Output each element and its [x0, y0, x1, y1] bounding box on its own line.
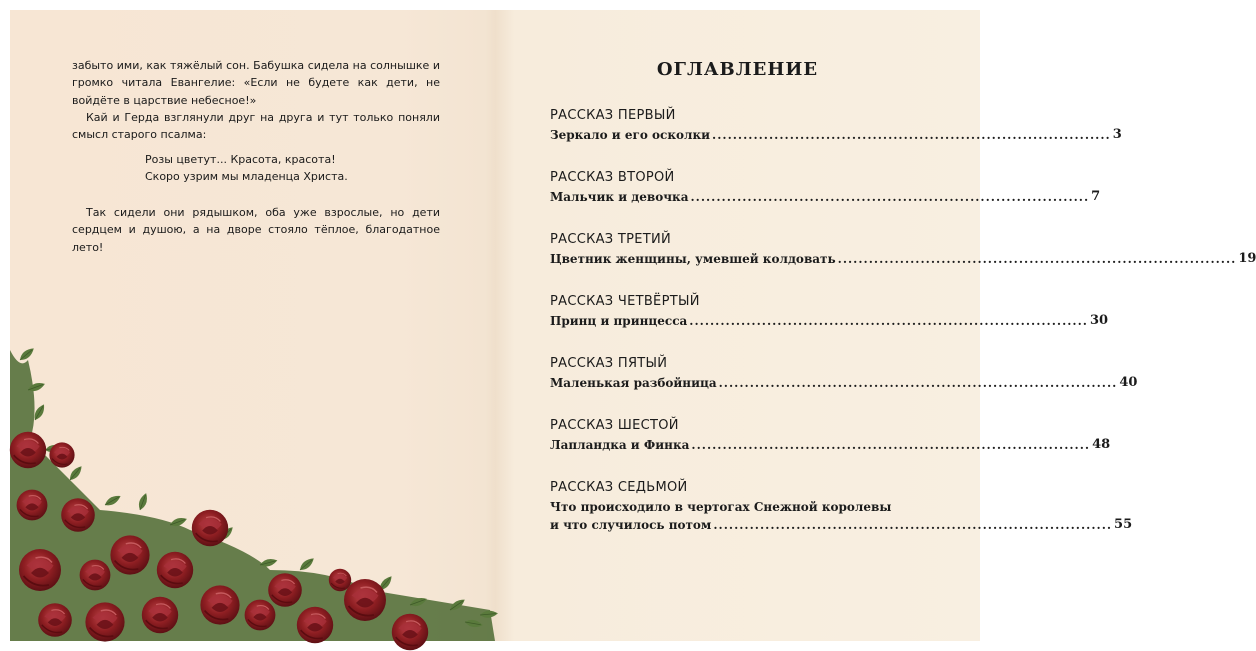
story-number: РАССКАЗ СЕДЬМОЙ [550, 480, 688, 495]
leaves [10, 346, 498, 641]
right-page [495, 10, 1256, 641]
story-title: Маленькая разбойница [550, 376, 717, 390]
story-title: Мальчик и девочка [550, 190, 689, 204]
story-paragraph: Так сидели они рядышком, оба уже взрослые, но дети сердцем и душою, а на дворе стояло тёплое, благодатное лето! [72, 206, 440, 254]
toc-entry[interactable] [550, 230, 1256, 268]
toc-entry[interactable] [550, 354, 1138, 392]
verse-line: Скоро узрим мы младенца Христа. [145, 170, 348, 184]
leader-dots: ............................................................................. [713, 518, 1113, 532]
left-page [10, 10, 495, 641]
leader-dots: ............................................................................. [689, 314, 1088, 328]
story-title-line: Что происходило в чертогах Снежной королевы [550, 500, 892, 514]
toc-entry[interactable] [550, 416, 1111, 454]
toc-title: ОГЛАВЛЕНИЕ [656, 59, 819, 80]
leader-dots: ............................................................................. [837, 252, 1237, 266]
story-title: Принц и принцесса [550, 314, 688, 328]
book-spread [10, 10, 1256, 641]
toc-entry[interactable] [550, 106, 1122, 144]
rose-bush-illustration [10, 10, 495, 641]
page-number: 55 [1114, 517, 1133, 532]
story-paragraph: забыто ими, как тяжёлый сон. Бабушка сидела на солнышке и громко читала Евангелие: «Если не будете как дети, не войдёте в царствие небесное!» [72, 59, 440, 107]
leader-dots: ............................................................................. [690, 190, 1090, 204]
page-number: 3 [1112, 127, 1122, 142]
toc-entry[interactable] [550, 478, 1133, 534]
page-number: 30 [1089, 313, 1109, 328]
story-number: РАССКАЗ ПЯТЫЙ [550, 356, 668, 371]
page-number: 40 [1119, 375, 1138, 390]
story-title: Лапландка и Финка [550, 438, 690, 452]
toc-entry[interactable] [550, 168, 1101, 206]
story-number: РАССКАЗ ШЕСТОЙ [550, 418, 679, 433]
page-number: 7 [1091, 189, 1101, 204]
story-title: Зеркало и его осколки [550, 128, 711, 142]
verse-line: Розы цветут... Красота, красота! [145, 153, 336, 166]
leader-dots: ............................................................................. [712, 128, 1111, 142]
page-number: 19 [1238, 251, 1256, 266]
story-number: РАССКАЗ ВТОРОЙ [550, 170, 675, 185]
page-number: 48 [1092, 437, 1111, 452]
story-paragraph: Кай и Герда взглянули друг на друга и тут только поняли смысл старого псалма: [72, 111, 440, 142]
toc-entry[interactable] [550, 292, 1109, 330]
leader-dots: ............................................................................. [718, 376, 1118, 390]
leader-dots: ............................................................................. [691, 438, 1091, 452]
story-number: РАССКАЗ ТРЕТИЙ [550, 232, 672, 247]
story-number: РАССКАЗ ЧЕТВЁРТЫЙ [550, 294, 700, 309]
story-number: РАССКАЗ ПЕРВЫЙ [550, 108, 676, 123]
story-title: Цветник женщины, умевшей колдовать [550, 252, 836, 266]
story-title: и что случилось потом [550, 518, 712, 532]
